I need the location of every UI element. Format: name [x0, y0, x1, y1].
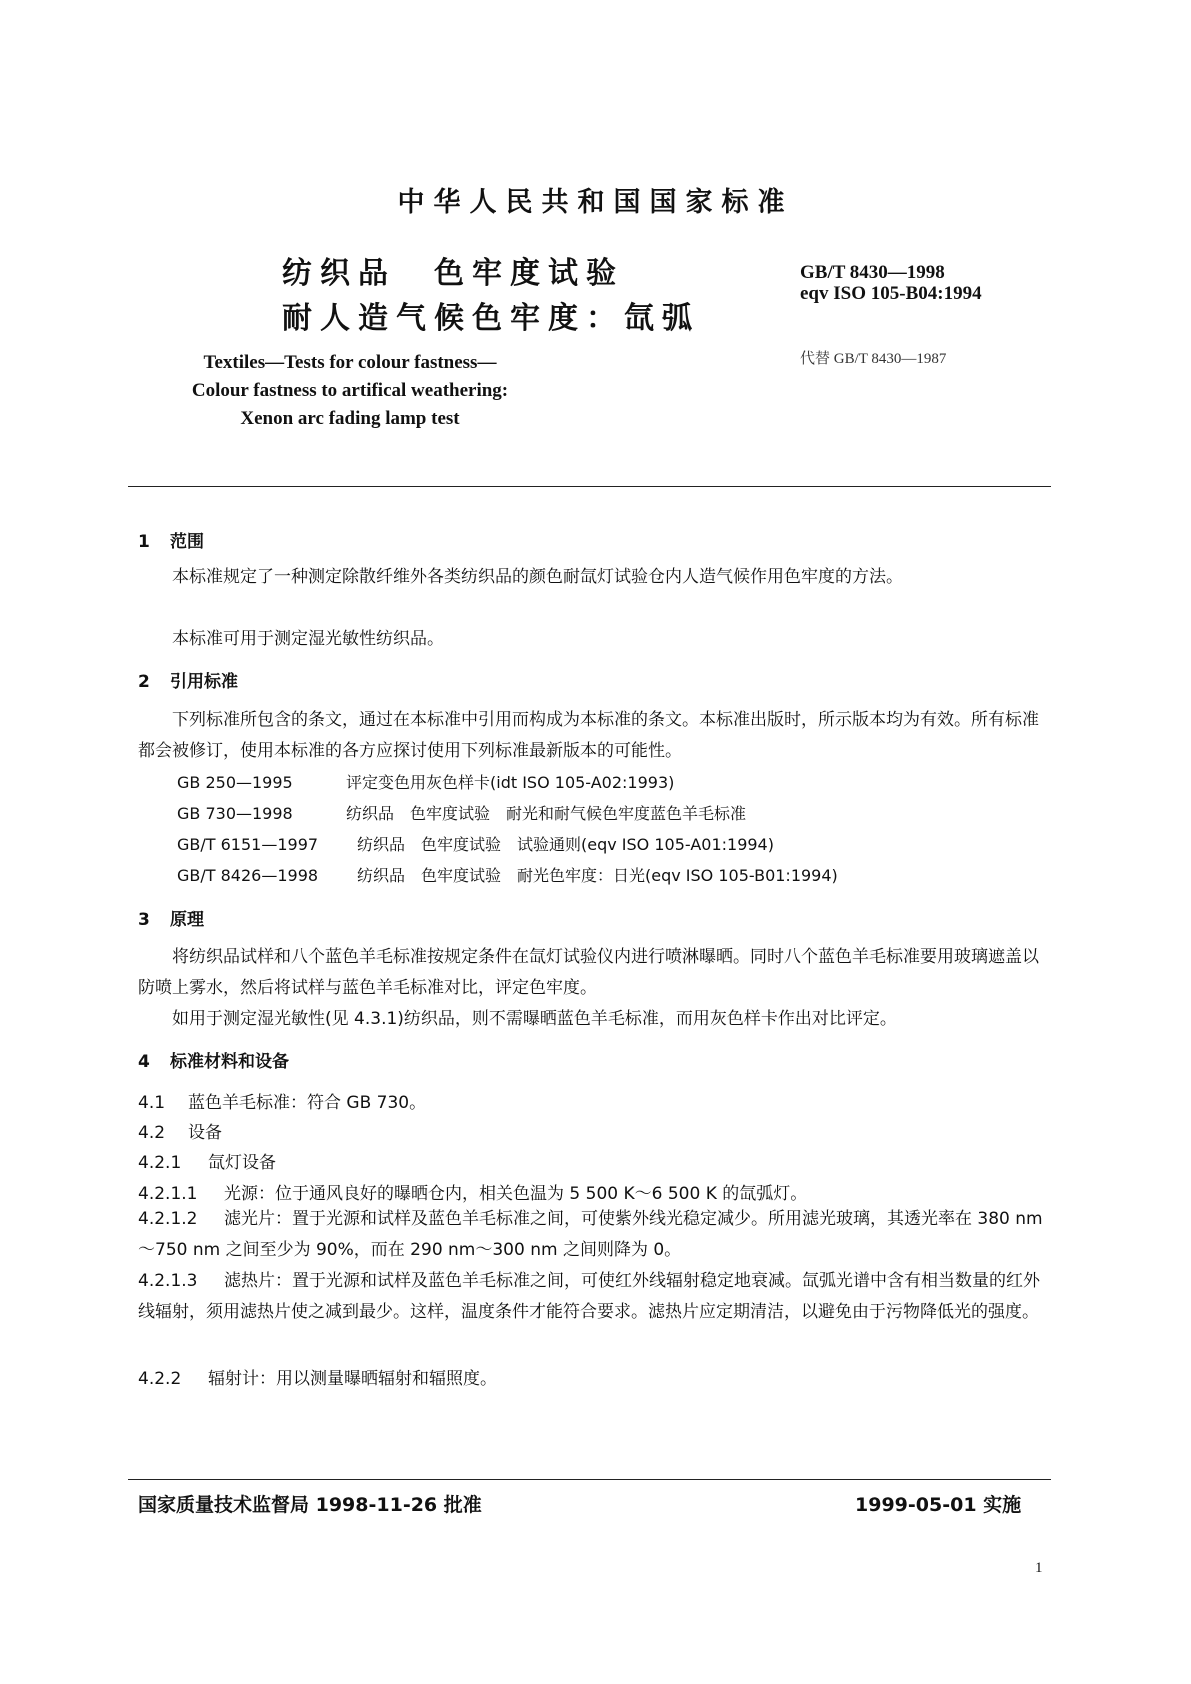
title-cn-line2: 耐人造气候色牢度：氙弧: [282, 301, 700, 336]
section-title: 范围: [170, 532, 204, 552]
reference-item: [177, 801, 746, 824]
standard-number: GB/T 8430—1998: [800, 262, 945, 283]
reference-code: GB/T 6151—1997: [177, 835, 319, 854]
implementation-date: 1999-05-01 实施: [855, 1494, 1022, 1516]
clause-4-1: [138, 1088, 426, 1113]
clause-number: 4.2.2: [138, 1369, 182, 1389]
clause-number: 4.2: [138, 1123, 166, 1143]
reference-title: 评定变色用灰色样卡(idt ISO 105-A02:1993): [346, 773, 675, 792]
title-en-line1: Textiles—Tests for colour fastness—: [203, 352, 497, 373]
section-1-paragraph-2: [138, 624, 1048, 655]
section-1-paragraph-1: [138, 562, 1048, 593]
clause-4-2-2: [138, 1364, 497, 1389]
paragraph-text: 本标准规定了一种测定除散纤维外各类纺织品的颜色耐氙灯试验仓内人造气候作用色牢度的方法。: [172, 567, 903, 587]
clause-4-2-1-3: [138, 1266, 1048, 1328]
reference-item: [177, 832, 774, 855]
reference-title: 纺织品 色牢度试验 试验通则(eqv ISO 105-A01:1994): [357, 835, 774, 854]
footer-divider: [128, 1479, 1051, 1480]
section-title: 标准材料和设备: [170, 1052, 289, 1072]
clause-number: 4.2.1.1: [138, 1184, 198, 1204]
section-number: 4: [138, 1052, 150, 1072]
replaces-standard: 代替 GB/T 8430—1987: [800, 351, 947, 367]
clause-number: 4.2.1.2: [138, 1209, 198, 1229]
title-en-line3: Xenon arc fading lamp test: [240, 408, 460, 429]
section-number: 1: [138, 532, 150, 552]
reference-item: [177, 770, 674, 793]
clause-text: 蓝色羊毛标准：符合 GB 730。: [188, 1093, 427, 1113]
section-3-heading: [138, 905, 204, 930]
clause-4-2-1-2: [138, 1204, 1048, 1266]
title-en-line2: Colour fastness to artifical weathering:: [191, 380, 509, 401]
clause-number: 4.2.1: [138, 1153, 182, 1173]
reference-code: GB/T 8426—1998: [177, 866, 319, 885]
section-3-paragraph-1: [138, 942, 1048, 1004]
header-divider: [128, 486, 1051, 487]
section-number: 3: [138, 910, 150, 930]
section-4-heading: [138, 1047, 289, 1072]
paragraph-text: 本标准可用于测定湿光敏性纺织品。: [172, 629, 444, 649]
section-2-heading: [138, 667, 238, 692]
reference-code: GB 730—1998: [177, 804, 293, 823]
section-number: 2: [138, 672, 150, 692]
reference-code: GB 250—1995: [177, 773, 293, 792]
clause-number: 4.2.1.3: [138, 1271, 198, 1291]
section-title: 引用标准: [170, 672, 238, 692]
reference-title: 纺织品 色牢度试验 耐光和耐气候色牢度蓝色羊毛标准: [346, 804, 747, 823]
equivalent-standard: eqv ISO 105-B04:1994: [800, 283, 982, 304]
paragraph-text: 如用于测定湿光敏性(见 4.3.1)纺织品，则不需曝晒蓝色羊毛标准，而用灰色样卡作出对比评定。: [172, 1009, 897, 1029]
clause-text: 滤热片：置于光源和试样及蓝色羊毛标准之间，可使红外线辐射稳定地衰减。氙弧光谱中含有相当数量的红外线辐射，须用滤热片使之减到最少。这样，温度条件才能符合要求。滤热片应定期清洁，以避免由于污物降低光的强度。: [138, 1271, 1040, 1322]
clause-text: 光源：位于通风良好的曝晒仓内，相关色温为 5 500 K～6 500 K 的氙弧灯。: [224, 1184, 808, 1204]
clause-text: 氙灯设备: [208, 1153, 276, 1173]
clause-text: 滤光片：置于光源和试样及蓝色羊毛标准之间，可使紫外线光稳定减少。所用滤光玻璃，其透光率在 380 nm～750 nm 之间至少为 90%，而在 290 nm～300 nm 之间则降为 0。: [138, 1209, 1043, 1260]
paragraph-text: 将纺织品试样和八个蓝色羊毛标准按规定条件在氙灯试验仪内进行喷淋曝晒。同时八个蓝色羊毛标准要用玻璃遮盖以防喷上雾水，然后将试样与蓝色羊毛标准对比，评定色牢度。: [138, 947, 1039, 998]
reference-item: [177, 863, 838, 886]
approval-line: 国家质量技术监督局 1998-11-26 批准: [138, 1494, 482, 1516]
clause-4-2-1: [138, 1148, 276, 1173]
section-3-paragraph-2: [138, 1004, 1048, 1035]
clause-number: 4.1: [138, 1093, 166, 1113]
section-title: 原理: [170, 910, 204, 930]
clause-text: 设备: [188, 1123, 222, 1143]
clause-4-2-1-1: [138, 1179, 807, 1204]
page-number: 1: [1035, 1560, 1043, 1576]
paragraph-text: 下列标准所包含的条文，通过在本标准中引用而构成为本标准的条文。本标准出版时，所示版本均为有效。所有标准都会被修订，使用本标准的各方应探讨使用下列标准最新版本的可能性。: [138, 710, 1039, 761]
clause-text: 辐射计：用以测量曝晒辐射和辐照度。: [208, 1369, 497, 1389]
clause-4-2: [138, 1118, 222, 1143]
title-cn-line1: 纺织品 色牢度试验: [282, 256, 624, 291]
section-1-heading: [138, 527, 204, 552]
reference-title: 纺织品 色牢度试验 耐光色牢度：日光(eqv ISO 105-B01:1994): [357, 866, 838, 885]
section-2-paragraph-1: [138, 705, 1048, 767]
national-standard-heading: 中华人民共和国国家标准: [397, 187, 794, 218]
